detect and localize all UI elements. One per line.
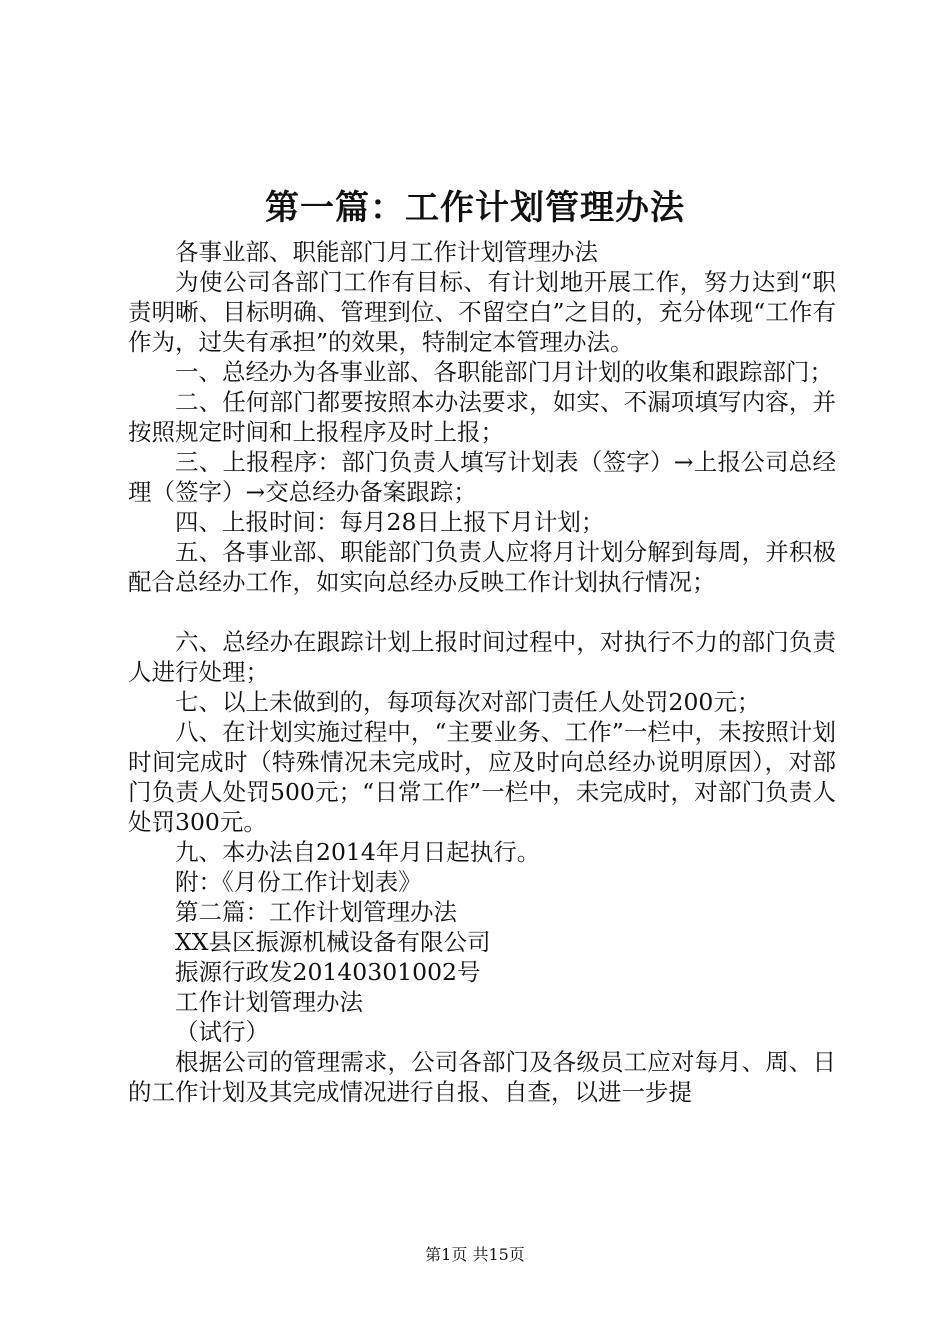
paragraph-doc-number: 振源行政发20140301002号 (175, 958, 481, 986)
paragraph-trial: （试行） (175, 1018, 269, 1046)
document-body (128, 237, 836, 1107)
paragraph-item-2: 二、任何部门都要按照本办法要求，如实、不漏项填写内容，并按照规定时间和上报程序及时上报； (128, 388, 836, 446)
document-title: 第一篇：工作计划管理办法 (265, 188, 685, 228)
paragraph-item-1: 一、总经办为各事业部、各职能部门月计划的收集和跟踪部门； (175, 358, 833, 386)
paragraph-item-8: 八、在计划实施过程中，“主要业务、工作”一栏中，未按照计划时间完成时（特殊情况未完成时，应及时向总经办说明原因），对部门负责人处罚500元；“日常工作”一栏中，未完成时，对部门负责人处罚300元。 (128, 718, 836, 836)
paragraph-doc-name: 工作计划管理办法 (175, 988, 363, 1016)
paragraph-company: XX县区振源机械设备有限公司 (175, 928, 491, 956)
page-footer: 第1页 共15页 (425, 1245, 525, 1264)
paragraph-item-6: 六、总经办在跟踪计划上报时间过程中，对执行不力的部门负责人进行处理； (128, 628, 836, 686)
paragraph-item-7: 七、以上未做到的，每项每次对部门责任人处罚200元； (175, 688, 761, 716)
paragraph-attachment: 附：《月份工作计划表》 (175, 868, 422, 896)
paragraph-item-3: 三、上报程序：部门负责人填写计划表（签字）→上报公司总经理（签字）→交总经办备案跟踪； (128, 448, 836, 506)
paragraph-intro: 为使公司各部门工作有目标、有计划地开展工作，努力达到“职责明晰、目标明确、管理到位、不留空白”之目的，充分体现“工作有作为，过失有承担”的效果，特制定本管理办法。 (128, 268, 836, 356)
blank-line (128, 597, 836, 627)
paragraph-item-4: 四、上报时间：每月28日上报下月计划； (175, 508, 605, 536)
paragraph-second-title: 第二篇：工作计划管理办法 (175, 898, 457, 926)
paragraph-item-9: 九、本办法自2014年月日起执行。 (175, 838, 541, 866)
paragraph-second-intro: 根据公司的管理需求，公司各部门及各级员工应对每月、周、日的工作计划及其完成情况进行自报、自查，以进一步提 (128, 1048, 836, 1106)
paragraph-item-5: 五、各事业部、职能部门负责人应将月计划分解到每周，并积极配合总经办工作，如实向总经办反映工作计划执行情况； (128, 538, 836, 596)
paragraph-subtitle: 各事业部、职能部门月工作计划管理办法 (175, 238, 598, 266)
